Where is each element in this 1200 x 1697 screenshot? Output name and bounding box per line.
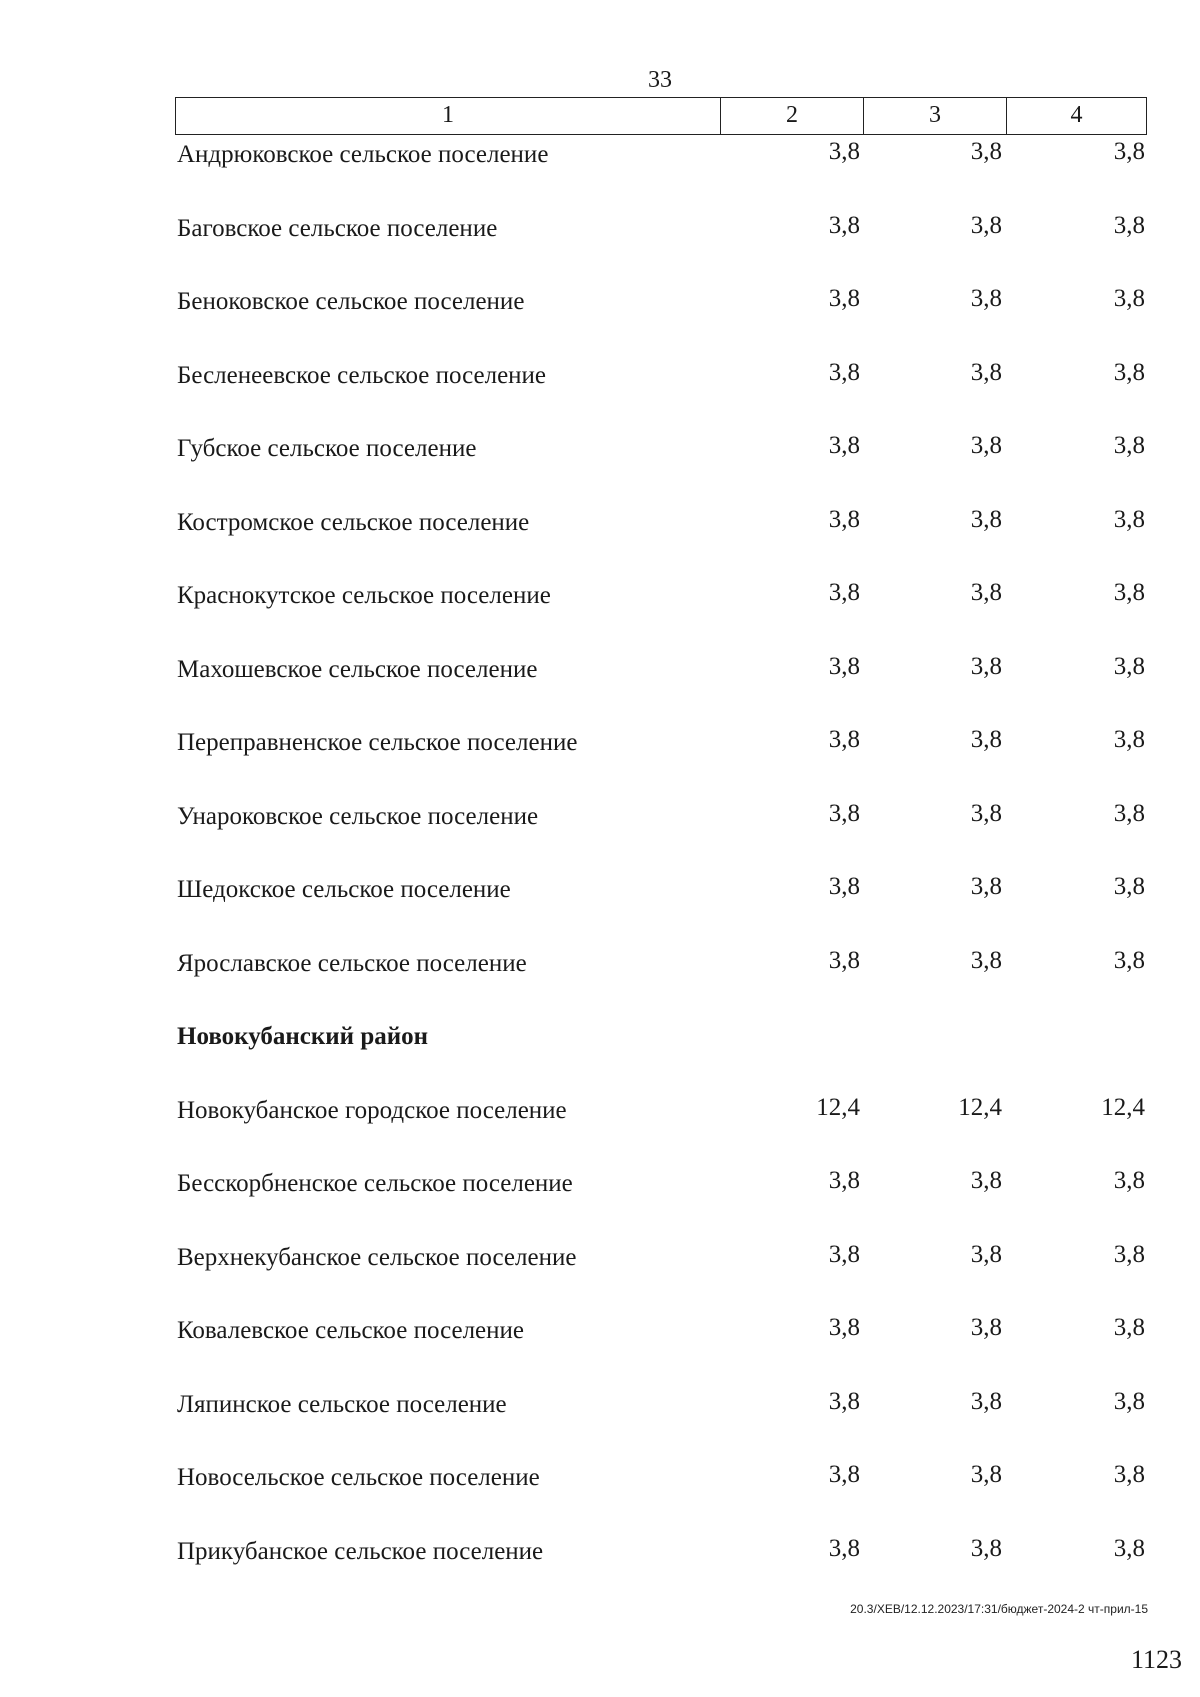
table-row (0, 432, 1200, 506)
value-col-4: 3,8 (1113, 1314, 1145, 1341)
value-col-2: 12,4 (816, 1093, 860, 1121)
value-col-4: 3,8 (1113, 946, 1145, 974)
settlement-name: Бесскорбненское сельское поселение (177, 1170, 573, 1197)
settlement-name: Верхнекубанское сельское поселение (177, 1243, 577, 1271)
value-col-2: 3,8 (828, 358, 860, 386)
value-col-3: 3,8 (970, 138, 1002, 165)
table-row (0, 1094, 1200, 1168)
value-col-3: 3,8 (970, 1167, 1002, 1194)
value-col-3: 3,8 (970, 652, 1002, 680)
settlement-name: Унароковское сельское поселение (177, 802, 539, 830)
settlement-name: Ляпинское сельское поселение (177, 1390, 507, 1418)
table-row (0, 873, 1200, 947)
value-col-4: 12,4 (1101, 1093, 1145, 1121)
table-row (0, 359, 1200, 433)
table-row (0, 1314, 1200, 1388)
value-col-2: 3,8 (828, 946, 860, 974)
value-col-4: 3,8 (1113, 1240, 1145, 1268)
value-col-2: 3,8 (828, 1461, 860, 1488)
value-col-3: 3,8 (970, 432, 1002, 459)
table-row (0, 285, 1200, 359)
value-col-2: 3,8 (828, 1387, 860, 1415)
settlement-name: Краснокутское сельское поселение (177, 582, 551, 609)
value-col-2: 3,8 (828, 1534, 860, 1562)
table-row (0, 1535, 1200, 1609)
value-col-3: 3,8 (970, 1461, 1002, 1488)
value-col-4: 3,8 (1113, 799, 1145, 827)
value-col-3: 3,8 (970, 1240, 1002, 1268)
value-col-4: 3,8 (1113, 1387, 1145, 1415)
value-col-4: 3,8 (1113, 432, 1145, 459)
value-col-2: 3,8 (828, 799, 860, 827)
settlement-name: Шедокское сельское поселение (177, 876, 511, 903)
value-col-4: 3,8 (1113, 138, 1145, 165)
value-col-4: 3,8 (1113, 873, 1145, 900)
page-number: 33 (648, 67, 672, 93)
value-col-3: 3,8 (970, 799, 1002, 827)
table-row (0, 1461, 1200, 1535)
value-col-3: 3,8 (970, 1314, 1002, 1341)
header-cell-2: 2 (721, 98, 864, 134)
settlement-name: Костромское сельское поселение (177, 508, 530, 536)
value-col-4: 3,8 (1113, 652, 1145, 680)
value-col-3: 3,8 (970, 873, 1002, 900)
value-col-4: 3,8 (1113, 211, 1145, 239)
settlement-name: Губское сельское поселение (177, 435, 477, 462)
sheet-number: 1123 (1130, 1645, 1182, 1674)
value-col-2: 3,8 (828, 726, 860, 753)
value-col-4: 3,8 (1113, 726, 1145, 753)
table-row (0, 800, 1200, 874)
value-col-3: 3,8 (970, 211, 1002, 239)
settlement-name: Прикубанское сельское поселение (177, 1537, 544, 1565)
value-col-2: 3,8 (828, 1240, 860, 1268)
value-col-3: 3,8 (970, 1387, 1002, 1415)
value-col-2: 3,8 (828, 652, 860, 680)
value-col-2: 3,8 (828, 1167, 860, 1194)
value-col-3: 3,8 (970, 505, 1002, 533)
value-col-4: 3,8 (1113, 358, 1145, 386)
value-col-3: 3,8 (970, 285, 1002, 312)
settlement-name: Махошевское сельское поселение (177, 655, 538, 683)
section-heading: Новокубанский район (177, 1023, 429, 1050)
table-row (0, 653, 1200, 727)
header-cell-3: 3 (864, 98, 1007, 134)
settlement-name: Бесленеевское сельское поселение (177, 361, 547, 389)
value-col-4: 3,8 (1113, 505, 1145, 533)
value-col-3: 12,4 (958, 1093, 1002, 1121)
table-row (0, 947, 1200, 1021)
settlement-name: Переправненское сельское поселение (177, 729, 578, 756)
settlement-name: Новосельское сельское поселение (177, 1464, 540, 1491)
value-col-2: 3,8 (828, 873, 860, 900)
value-col-2: 3,8 (828, 285, 860, 312)
settlement-name: Андрюковское сельское поселение (177, 141, 549, 168)
footer-code: 20.3/ХЕВ/12.12.2023/17:31/бюджет-2024-2 чт-прил-15 (850, 1602, 1148, 1616)
value-col-2: 3,8 (828, 432, 860, 459)
value-col-2: 3,8 (828, 579, 860, 606)
table-row (0, 726, 1200, 800)
header-cell-4: 4 (1070, 102, 1083, 128)
value-col-3: 3,8 (970, 946, 1002, 974)
value-col-4: 3,8 (1113, 1534, 1145, 1562)
table-row (0, 1167, 1200, 1241)
table-row (0, 506, 1200, 580)
value-col-4: 3,8 (1113, 579, 1145, 606)
table-body (0, 138, 1200, 1608)
table-row (0, 212, 1200, 286)
table-header (175, 97, 1147, 135)
value-col-3: 3,8 (970, 579, 1002, 606)
settlement-name: Ярославское сельское поселение (177, 949, 527, 977)
value-col-4: 3,8 (1113, 1461, 1145, 1488)
table-row (0, 1241, 1200, 1315)
section-heading-row (0, 1020, 1200, 1094)
value-col-2: 3,8 (828, 1314, 860, 1341)
table-row (0, 579, 1200, 653)
settlement-name: Ковалевское сельское поселение (177, 1317, 524, 1344)
header-cell-1: 1 (176, 98, 721, 134)
value-col-3: 3,8 (970, 358, 1002, 386)
value-col-2: 3,8 (828, 138, 860, 165)
value-col-3: 3,8 (970, 1534, 1002, 1562)
settlement-name: Новокубанское городское поселение (177, 1096, 567, 1124)
value-col-2: 3,8 (828, 211, 860, 239)
table-row (0, 138, 1200, 212)
value-col-4: 3,8 (1113, 285, 1145, 312)
value-col-3: 3,8 (970, 726, 1002, 753)
settlement-name: Баговское сельское поселение (177, 214, 498, 242)
value-col-4: 3,8 (1113, 1167, 1145, 1194)
value-col-2: 3,8 (828, 505, 860, 533)
settlement-name: Беноковское сельское поселение (177, 288, 525, 315)
table-row (0, 1388, 1200, 1462)
